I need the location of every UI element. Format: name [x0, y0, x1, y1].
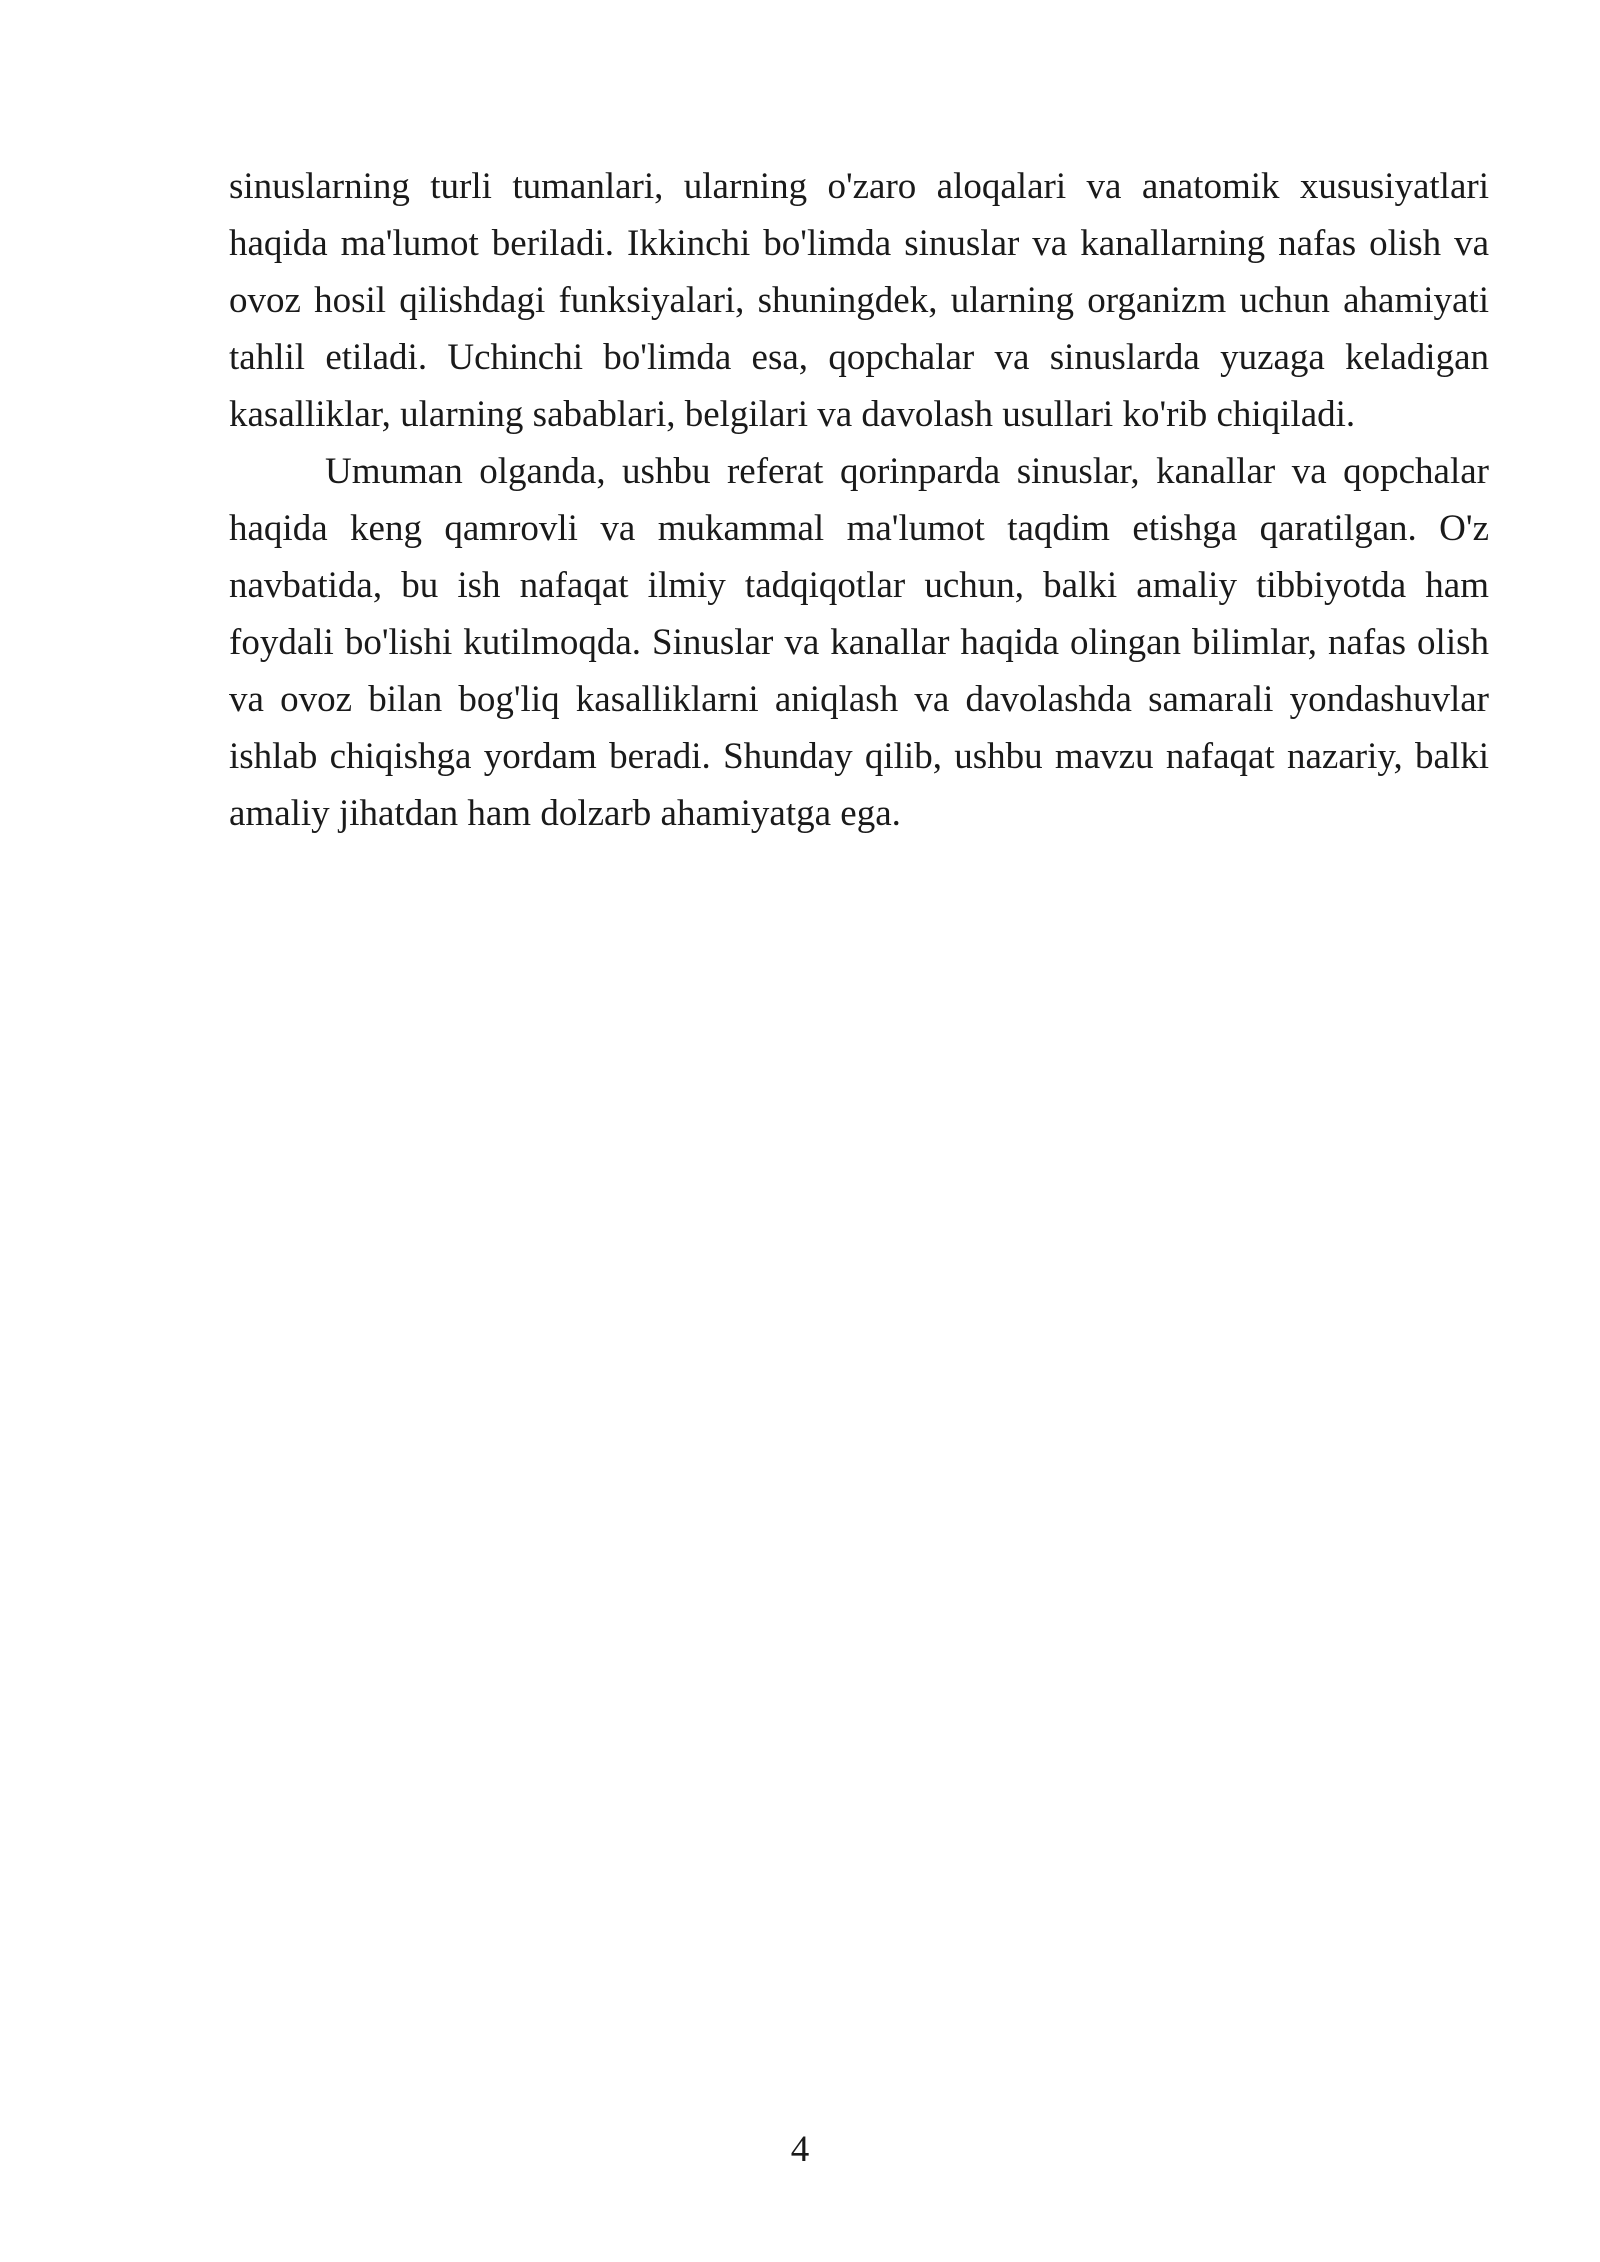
page-number: 4: [790, 2129, 810, 2170]
body-text: [229, 158, 1489, 842]
paragraph-continuation: sinuslarning turli tumanlari, ularning o'zaro aloqalari va anatomik xususiyatlari haqida ma'lumot beriladi. Ikkinchi bo'limda sinuslar va kanallarning nafas olish va ovoz hosil qilishdagi funksiyalari, shuningdek, ularning organizm uchun ahamiyati tahlil etiladi. Uchinchi bo'limda esa, qopchalar va sinuslarda yuzaga keladigan kasalliklar, ularning sabablari, belgilari va davolash usullari ko'rib chiqiladi.: [229, 166, 1489, 435]
paragraph-summary: Umuman olganda, ushbu referat qorinparda sinuslar, kanallar va qopchalar haqida keng qamrovli va mukammal ma'lumot taqdim etishga qaratilgan. O'z navbatida, bu ish nafaqat ilmiy tadqiqotlar uchun, balki amaliy tibbiyotda ham foydali bo'lishi kutilmoqda. Sinuslar va kanallar haqida olingan bilimlar, nafas olish va ovoz bilan bog'liq kasalliklarni aniqlash va davolashda samarali yondashuvlar ishlab chiqishga yordam beradi. Shunday qilib, ushbu mavzu nafaqat nazariy, balki amaliy jihatdan ham dolzarb ahamiyatga ega.: [229, 451, 1489, 834]
